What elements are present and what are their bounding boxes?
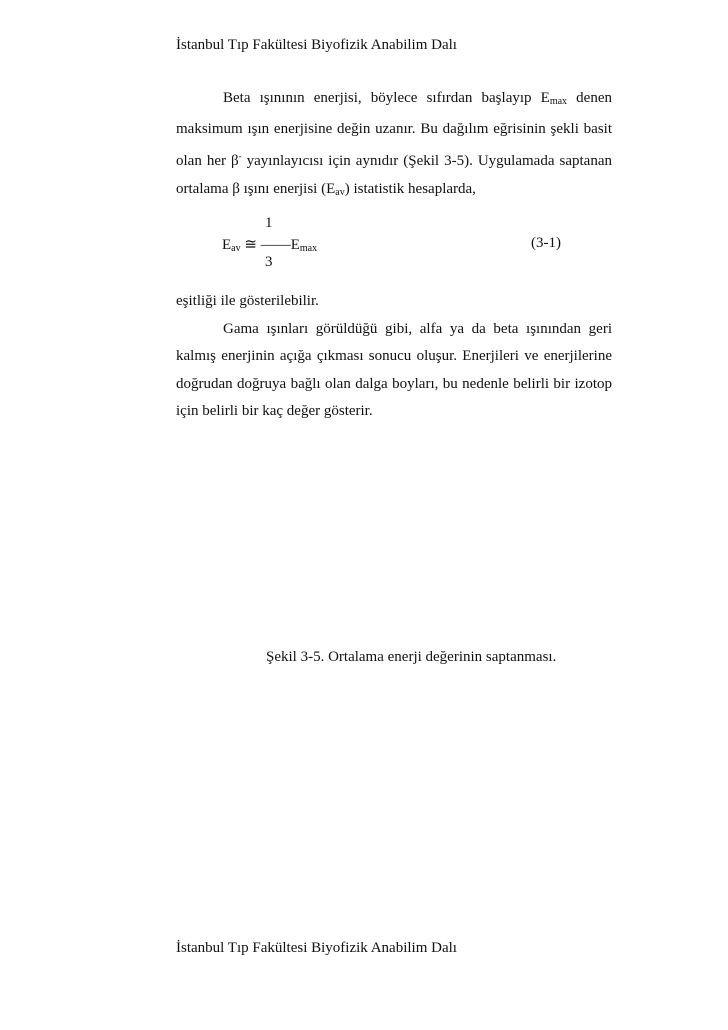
page-footer: İstanbul Tıp Fakültesi Biyofizik Anabilim Dalı xyxy=(176,940,457,956)
page-header: İstanbul Tıp Fakültesi Biyofizik Anabilim Dalı xyxy=(176,37,457,53)
formula-denominator: 3 xyxy=(265,254,273,270)
formula-rhs-e: E xyxy=(290,237,300,253)
p1-text-3: yayınlayıcısı için aynıdır (Şekil 3-5). Uygulamada saptanan ortalama β ışını enerjisi (E xyxy=(176,153,612,197)
emax-subscript: max xyxy=(549,96,568,107)
figure-caption: Şekil 3-5. Ortalama enerji değerinin saptanması. xyxy=(266,649,557,665)
p1-text-2: denen maksimum ışın enerjisine değin uzanır. Bu dağılım eğrisinin şekli basit olan her β xyxy=(176,90,612,169)
paragraph-gamma xyxy=(176,288,612,426)
paragraph-beta-energy xyxy=(176,85,612,206)
formula-rhs-subscript: max xyxy=(299,243,318,254)
p1-text-4: ) istatistik hesaplarda, xyxy=(344,180,476,197)
eav-subscript: av xyxy=(335,186,345,198)
p2-body: Gama ışınları görüldüğü gibi, alfa ya da beta ışınından geri kalmış enerjinin açığa çıkması sonucu oluşur. Enerjileri ve enerjilerine doğrudan doğruya bağlı olan dalga boyları, bu nedenle belirli bir izotop için belirli bir kaç değer gösterir. xyxy=(176,320,612,419)
p2-first-line: eşitliği ile gösterilebilir. xyxy=(176,293,319,309)
formula-lhs-e: E xyxy=(222,237,232,253)
p1-text-1: Beta ışınının enerjisi, böylece sıfırdan başlayıp E xyxy=(223,90,550,106)
formula-numerator: 1 xyxy=(265,215,273,231)
formula-lhs-subscript: av xyxy=(231,243,241,254)
equation-number: (3-1) xyxy=(531,235,561,251)
formula-approx-bar: ≅ —— xyxy=(240,237,291,253)
formula-expression xyxy=(222,235,317,254)
beta-superscript: - xyxy=(238,151,242,161)
